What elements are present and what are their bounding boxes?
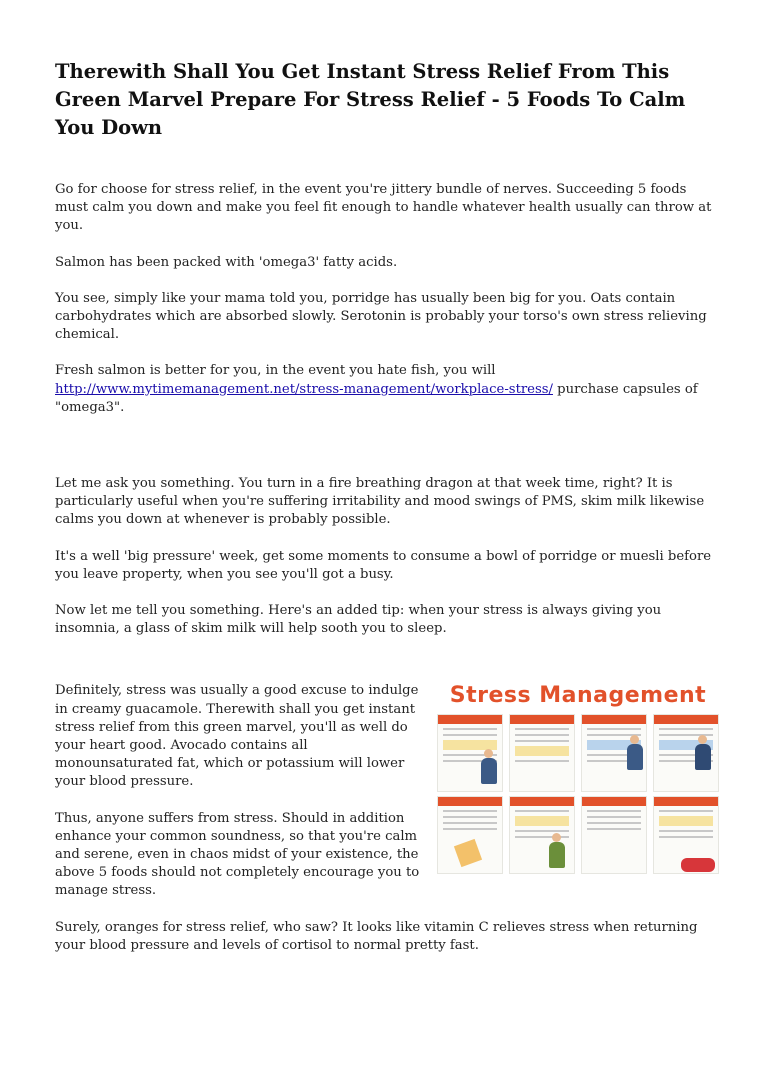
person-illustration xyxy=(695,744,711,770)
paragraph-salmon: Salmon has been packed with 'omega3' fatty acids. xyxy=(55,254,398,270)
spacer xyxy=(55,656,720,682)
person-illustration xyxy=(481,758,497,784)
infographic-panel xyxy=(509,796,575,874)
stress-management-infographic xyxy=(437,682,719,882)
paragraph-fresh-salmon xyxy=(55,362,720,417)
infographic-panel xyxy=(581,796,647,874)
paragraph-anyone-suffers: Thus, anyone suffers from stress. Should in addition enhance your common soundness, so that you're calm and serene, even in chaos midst of your existence, the above 5 foods should not completely encourage you to manage stress. xyxy=(55,810,420,899)
paragraph-skim-milk: Let me ask you something. You turn in a fire breathing dragon at that week time, right? It is particularly useful when you're suffering irritability and mood swings of PMS, skim milk likewise calms you down at whenever is probably possible. xyxy=(55,476,705,528)
paragraph-porridge: You see, simply like your mama told you, porridge has usually been big for you. Oats contain carbohydrates which are absorbed slowly. Serotonin is probably your torso's own stress relieving chemical. xyxy=(55,290,707,343)
paragraph-big-pressure: It's a well 'big pressure' week, get some moments to consume a bowl of porridge or muesli before you leave property, when you see you'll got a busy. xyxy=(55,548,712,582)
paragraph-oranges: Surely, oranges for stress relief, who saw? It looks like vitamin C relieves stress when returning your blood pressure and levels of cortisol to normal pretty fast. xyxy=(55,919,698,953)
paragraph-intro: Go for choose for stress relief, in the event you're jittery bundle of nerves. Succeeding 5 foods must calm you down and make you feel fit enough to handle whatever health usually can throw at you. xyxy=(55,182,712,234)
person-illustration xyxy=(627,744,643,770)
person-illustration xyxy=(549,842,565,868)
spacer xyxy=(55,435,720,475)
paragraph-fresh-salmon-tail: purchase capsules of "omega3". xyxy=(55,381,698,415)
paragraph-guacamole: Definitely, stress was usually a good excuse to indulge in creamy guacamole. Therewith shall you get instant stress relief from this green marvel, you'll as well do your heart good. Avocado contains all monounsaturated fat, which or potassium will lower your blood pressure. xyxy=(55,683,419,790)
workplace-stress-link[interactable]: http://www.mytimemanagement.net/stress-management/workplace-stress/ xyxy=(55,381,553,397)
sofa-illustration xyxy=(681,858,715,872)
paragraph-fresh-salmon-text: Fresh salmon is better for you, in the event you hate fish, you will xyxy=(55,363,496,379)
document-title: Therewith Shall You Get Instant Stress Relief From This Green Marvel Prepare For Stress Relief - 5 Foods To Calm You Down xyxy=(55,60,686,139)
infographic-title: Stress Management xyxy=(449,683,707,709)
paragraph-insomnia: Now let me tell you something. Here's an added tip: when your stress is always giving you insomnia, a glass of skim milk will help sooth you to sleep. xyxy=(55,603,662,637)
infographic-panel xyxy=(509,714,575,792)
document-page xyxy=(55,58,720,973)
